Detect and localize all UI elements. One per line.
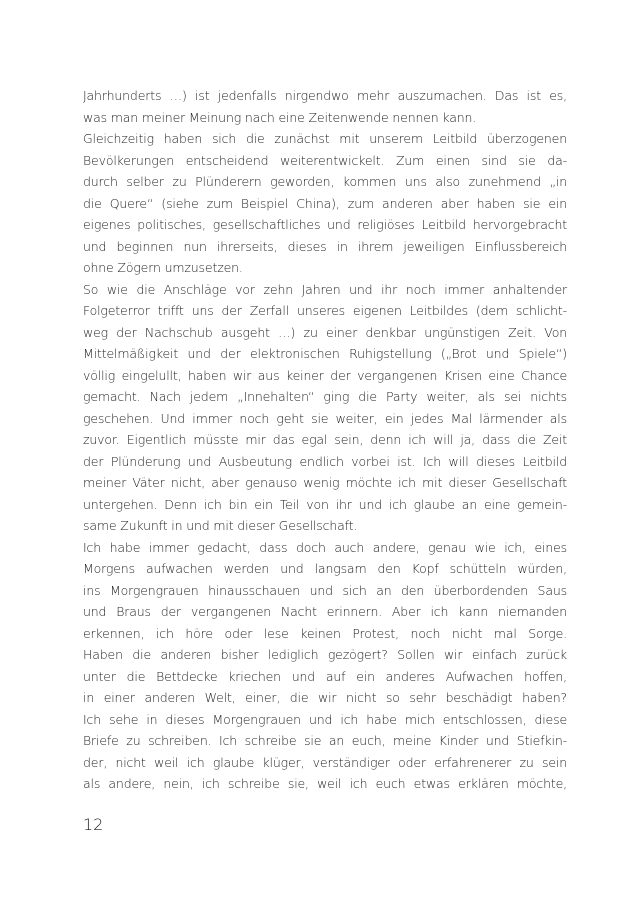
text-line: Bevölkerungen entscheidend weiterentwickelt. Zum einen sind sie da- <box>83 152 567 168</box>
paragraph <box>83 537 567 795</box>
page-number: 12 <box>83 815 104 834</box>
text-line: Briefe zu schreiben. Ich schreibe sie an euch, meine Kinder und Stiefkin- <box>83 733 567 748</box>
text-line: ins Morgengrauen hinausschauen und sich an den überbordenden Saus <box>83 582 567 598</box>
text-line: untergehen. Denn ich bin ein Teil von ihr und ich glaube an eine gemein- <box>83 496 567 512</box>
text-line: gemacht. Nach jedem „Innehalten“ ging die Party weiter, als sei nichts <box>83 389 567 404</box>
text-line: Mittelmäßigkeit und der elektronischen Ruhigstellung („Brot und Spiele“) <box>83 346 567 361</box>
text-line: eigenes politisches, gesellschaftliches und religiöses Leitbild hervorgebracht <box>83 217 567 232</box>
text-line: Ich sehe in dieses Morgengrauen und ich habe mich entschlossen, diese <box>83 711 567 727</box>
text-line: was man meiner Meinung nach eine Zeitenwende nennen kann. <box>83 109 477 125</box>
text-line: und beginnen nun ihrerseits, dieses in ihrem jeweiligen Einflussbereich <box>83 238 567 254</box>
paragraph <box>83 279 567 537</box>
text-line: unter die Bettdecke kriechen und auf ein anderes Aufwachen hoffen, <box>83 668 567 684</box>
text-line: weg der Nachschub ausgeht …) zu einer denkbar ungünstigen Zeit. Von <box>83 324 567 340</box>
text-line: durch selber zu Plünderern geworden, kommen uns also zunehmend „in <box>83 174 567 189</box>
paragraph <box>83 128 567 279</box>
text-line: Jahrhunderts …) ist jedenfalls nirgendwo mehr auszumachen. Das ist es, <box>83 88 567 103</box>
text-line: die Quere“ (siehe zum Beispiel China), zum anderen aber haben sie ein <box>83 195 567 211</box>
text-line: in einer anderen Welt, einer, die wir nicht so sehr beschädigt haben? <box>83 690 567 705</box>
text-line: same Zukunft in und mit dieser Gesellschaft. <box>83 518 358 533</box>
text-line: Folgeterror trifft uns der Zerfall unseres eigenen Leitbildes (dem schlicht- <box>83 303 567 318</box>
text-line: erkennen, ich höre oder lese keinen Protest, noch nicht mal Sorge. <box>83 625 567 641</box>
text-line: der, nicht weil ich glaube klüger, verständiger oder erfahrenerer zu sein <box>83 754 567 770</box>
text-line: So wie die Anschläge vor zehn Jahren und ihr noch immer anhaltender <box>83 281 567 297</box>
text-line: Morgens aufwachen werden und langsam den Kopf schütteln würden, <box>83 561 567 576</box>
text-line: ohne Zögern umzusetzen. <box>83 260 243 275</box>
text-line: der Plünderung und Ausbeutung endlich vorbei ist. Ich will dieses Leitbild <box>83 453 567 469</box>
text-line: Haben die anderen bisher lediglich gezögert? Sollen wir einfach zurück <box>83 647 567 662</box>
text-line: zuvor. Eigentlich müsste mir das egal sein, denn ich will ja, dass die Zeit <box>83 432 567 447</box>
text-line: Ich habe immer gedacht, dass doch auch andere, genau wie ich, eines <box>83 539 567 555</box>
text-line: Gleichzeitig haben sich die zunächst mit unserem Leitbild überzogenen <box>83 131 567 146</box>
text-line: als andere, nein, ich schreibe sie, weil ich euch etwas erklären möchte, <box>83 776 567 791</box>
text-line: völlig eingelullt, haben wir aus keiner der vergangenen Krisen eine Chance <box>83 367 567 383</box>
body-text <box>83 85 567 795</box>
text-line: und Braus der vergangenen Nacht erinnern. Aber ich kann niemanden <box>83 604 567 619</box>
text-line: meiner Väter nicht, aber genauso wenig möchte ich mit dieser Gesellschaft <box>83 475 567 490</box>
paragraph <box>83 85 567 128</box>
text-line: geschehen. Und immer noch geht sie weiter, ein jedes Mal lärmender als <box>83 410 567 426</box>
